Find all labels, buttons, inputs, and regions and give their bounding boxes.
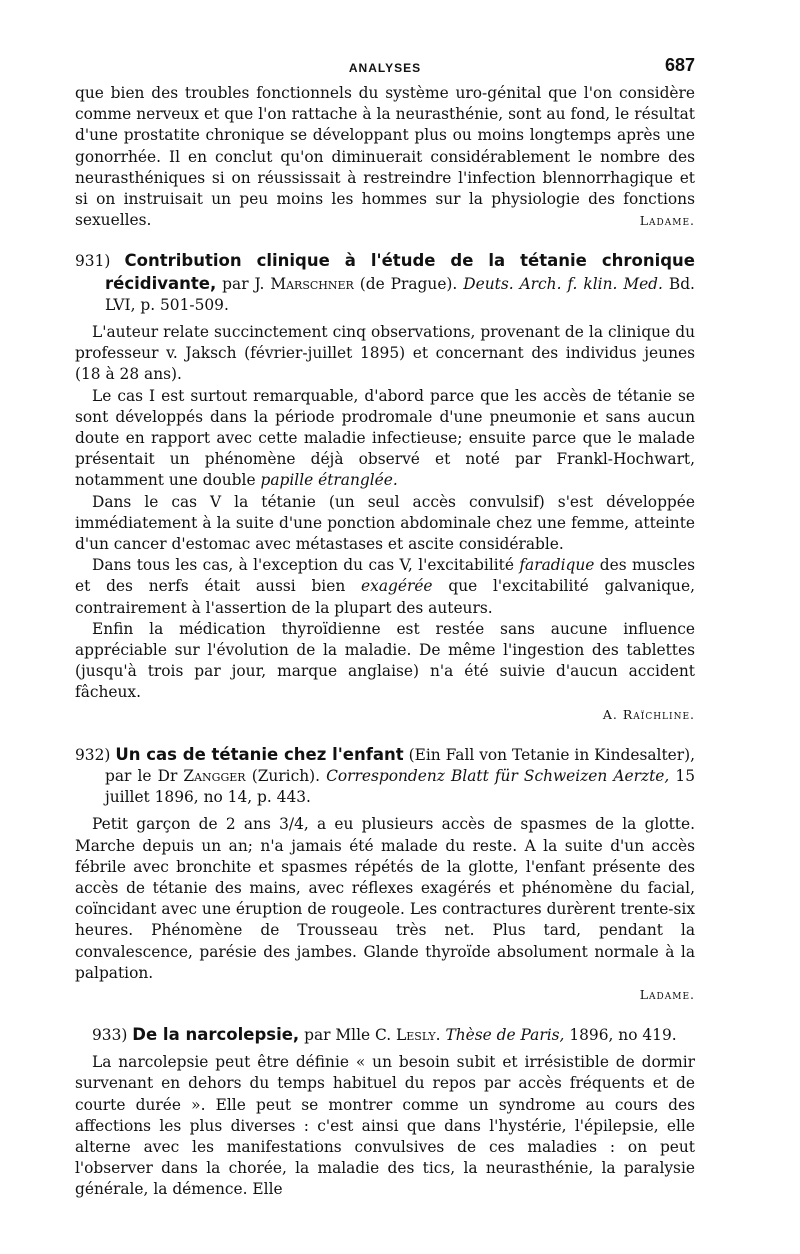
- entry-by: par J.: [222, 274, 265, 293]
- paragraph-text: Dans tous les cas, à l'exception du cas V, l'excitabilité: [92, 556, 514, 575]
- entry-ref: 1896, no 419.: [569, 1025, 677, 1044]
- entry-author: Zangger: [183, 766, 246, 785]
- entry-german-title: (Ein Fall von Tetanie in Kindesalter),: [408, 745, 696, 764]
- page-header: [75, 55, 695, 83]
- entry-title: De la narcolepsie,: [132, 1024, 300, 1044]
- paragraph-text: des muscles et des nerfs était aussi bien: [75, 556, 695, 596]
- page: [75, 55, 695, 1201]
- entry-journal: Correspondenz Blatt für Schweizen Aerzte,: [326, 766, 670, 785]
- entry-title: Un cas de tétanie chez l'enfant: [115, 744, 404, 764]
- entry-931-paragraph-2: [75, 386, 695, 492]
- entry-932-signature: Ladame.: [639, 986, 695, 1002]
- entry-931-paragraph-1: L'auteur relate succinctement cinq observations, provenant de la clinique du professeur v. Jaksch (février-juillet 1895) et concernant des individus jeunes (18 à 28 ans).: [75, 323, 695, 384]
- entry-author: Marschner: [270, 274, 354, 293]
- entry-journal: Thèse de Paris,: [445, 1025, 565, 1044]
- entry-933-paragraph: La narcolepsie peut être définie « un besoin subit et irrésistible de dormir survenant en dehors du temps habituel du repos par accès fréquents et de courte durée ». Elle peut se montrer comme un syndrome au cours des affections les plus diverses : c'est ainsi que dans l'hystérie, l'épilepsie, elle alterne avec les manifestations convulsives de ces maladies : on peut l'observer dans la chorée, la maladie des tics, la neurasthénie, la paralysie générale, la démence. Elle: [75, 1053, 695, 1199]
- entry-931-heading: [75, 250, 695, 316]
- entry-931-signature: A. Raïchline.: [602, 706, 695, 722]
- italic-term: papille étranglée.: [260, 471, 398, 490]
- entry-933: [75, 1024, 695, 1201]
- entry-931: [75, 250, 695, 724]
- entry-journal: Deuts. Arch. f. klin. Med.: [463, 274, 663, 293]
- page-number: 687: [664, 55, 695, 75]
- entry-932-paragraph: Petit garçon de 2 ans 3/4, a eu plusieurs accès de spasmes de la glotte. Marche depuis un an; n'a jamais été malade du reste. A la suite d'un accès fébrile avec bronchite et spasmes répétés de la glotte, l'enfant présente des accès de tétanie des mains, avec réflexes exagérés et phénomène du facial, coïncidant avec une éruption de rougeole. Les contractures durèrent trente-six heures. Phénomène de Trousseau très net. Plus tard, pendant la convalescence, parésie des jambes. Glande thyroïde absolument normale à la palpation.: [75, 815, 695, 982]
- paragraph-text: Le cas I est surtout remarquable, d'abord parce que les accès de tétanie se sont développés dans la période prodromale d'une pneumonie et sans aucun doute en rapport avec cette maladie infectieuse; ensuite parce que le malade présentait un phénomène déjà observé et noté par Frankl-Hochwart, notamment une double: [75, 386, 695, 490]
- entry-affiliation: (Zurich).: [251, 766, 321, 785]
- entry-number: 933): [92, 1025, 128, 1044]
- entry-author: Lesly.: [396, 1025, 441, 1044]
- italic-term: faradique: [519, 556, 595, 575]
- entry-931-paragraph-5: Enfin la médication thyroïdienne est restée sans aucune influence appréciable sur l'évolution de la maladie. De même l'ingestion des tablettes (jusqu'à trois par jour, marque anglaise) n'a été suivie d'aucun accident fâcheux.: [75, 619, 695, 702]
- entry-ref: Bd. LVI, p. 501-509.: [105, 274, 695, 314]
- entry-ref: 15 juillet 1896, no 14, p. 443.: [105, 766, 696, 807]
- entry-932-heading: [75, 744, 695, 809]
- entry-affiliation: (de Prague).: [359, 274, 458, 293]
- entry-by: par le Dr: [105, 766, 178, 785]
- running-title: ANALYSES: [348, 61, 422, 75]
- entry-number: 931): [75, 252, 111, 271]
- entry-number: 932): [75, 745, 111, 764]
- paragraph-text: que l'excitabilité galvanique, contrairement à l'assertion de la plupart des auteurs.: [75, 577, 695, 617]
- italic-term: exagérée: [361, 577, 433, 596]
- entry-title: Contribution clinique à l'étude de la tétanie chronique récidivante,: [105, 251, 695, 293]
- entry-933-heading: [75, 1024, 695, 1046]
- entry-932: [75, 744, 695, 1005]
- carryover-signature: Ladame.: [639, 213, 695, 229]
- entry-931-paragraph-3: Dans le cas V la tétanie (un seul accès convulsif) s'est développée immédiatement à la suite d'une ponction abdominale chez une femme, atteinte d'un cancer d'estomac avec métastases et ascite considérable.: [75, 492, 695, 554]
- entry-by: par Mlle C.: [304, 1025, 392, 1044]
- entry-931-paragraph-4: [75, 555, 695, 619]
- carryover-paragraph: que bien des troubles fonctionnels du système uro-génital que l'on considère comme nerveux et que l'on rattache à la neurasthénie, sont au fond, le résultat d'une prostatite chronique se développant plus ou moins longtemps après une gonorrhée. Il en conclut qu'on diminuerait considérablement le nombre des neurasthéniques si on réussissait à restreindre l'infection blennorrhagique et si on instruisait un peu moins les hommes sur la physiologie des fonctions sexuelles.: [75, 84, 695, 230]
